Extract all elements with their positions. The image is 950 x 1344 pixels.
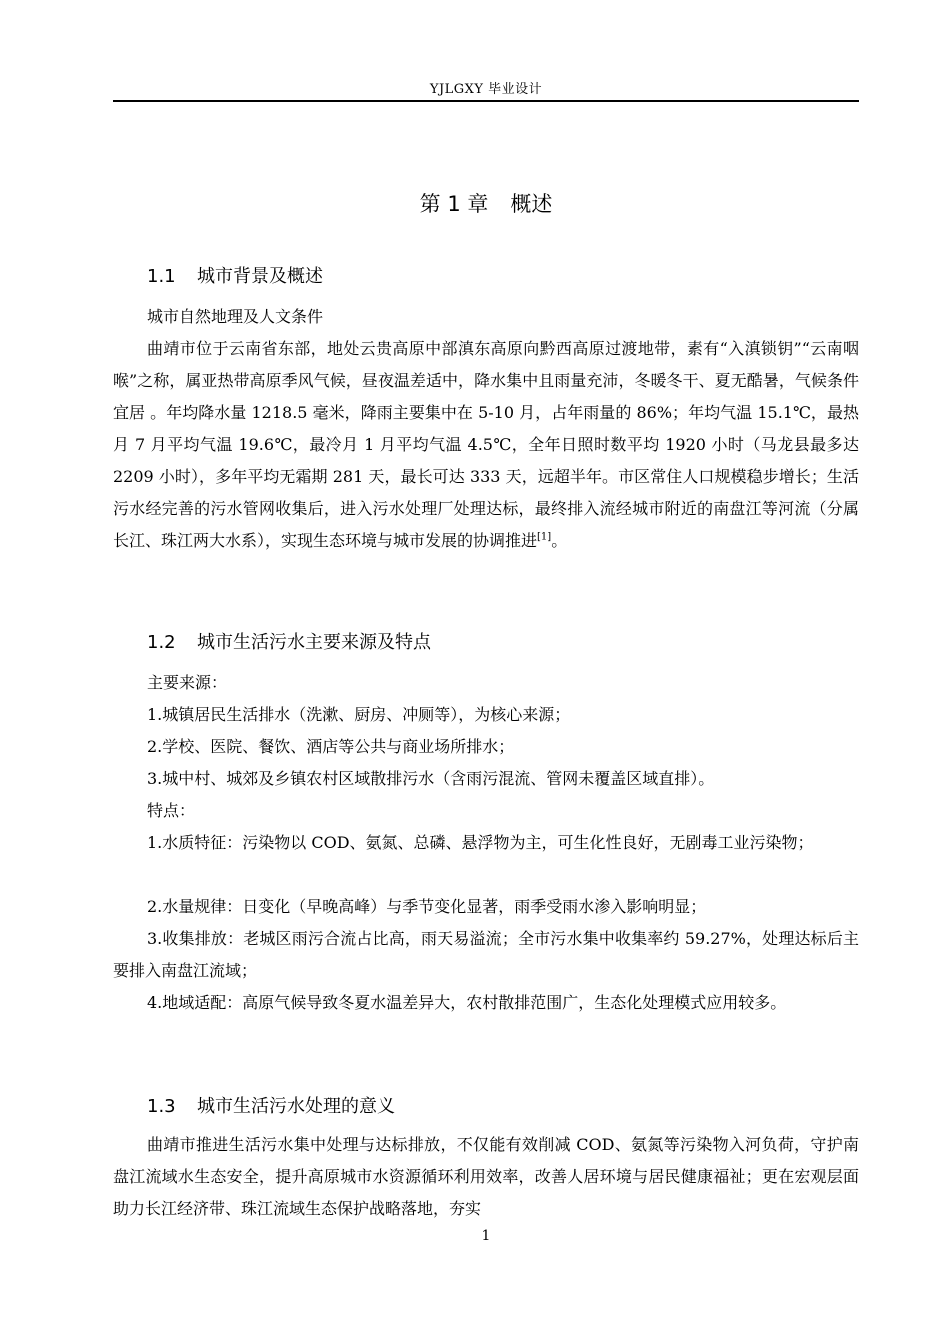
section-heading-1-2 [147,628,431,654]
body-paragraph: 曲靖市推进生活污水集中处理与达标排放，不仅能有效削减 COD、氨氮等污染物入河负荷，守护南盘江流域水生态安全，提升高原城市水资源循环利用效率，改善人居环境与居民健康福祉；更在宏观层面助力长江经济带、珠江流域生态保护战略落地，夯实 [113,1135,859,1218]
section-heading-1-1 [147,262,323,288]
list-item: 3.收集排放：老城区雨污合流占比高，雨天易溢流；全市污水集中收集率约 59.27%，处理达标后主要排入南盘江流域； [113,929,859,980]
section-title: 城市生活污水处理的意义 [197,1096,395,1117]
section-subtitle: 城市自然地理及人文条件 [147,307,324,326]
chapter-name: 概述 [510,192,553,216]
sources-label: 主要来源： [147,673,228,692]
list-item: 1.城镇居民生活排水（洗漱、厨房、冲厕等），为核心来源； [147,705,571,724]
section-number: 1.2 [147,632,176,653]
section-heading-1-3 [147,1092,395,1118]
paragraph-text: 曲靖市位于云南省东部，地处云贵高原中部滇东高原向黔西高原过渡地带，素有“入滇锁钥”“云南咽喉”之称，属亚热带高原季风气候，昼夜温差适中，降水集中且雨量充沛，冬暖冬干、夏无酷暑，气候条件宜居 。年均降水量 1218.5 毫米，降雨主要集中在 5-10 月，占年雨量的 86%；年均气温 15.1℃，最热月 7 月平均气温 19.6℃，最冷月 1 月平均气温 4.5℃，全年日照时数平均 1920 小时（马龙县最多达 2209 小时），多年平均无霜期 281 天，最长可达 333 天，远超半年。市区常住人口规模稳步增长；生活污水经完善的污水管网收集后，进入污水处理厂处理达标，最终排入流经城市附近的南盘江等河流（分属长江、珠江两大水系），实现生态环境与城市发展的协调推进 [113,339,859,550]
chapter-number: 第 1 章 [419,192,489,216]
list-item: 2.水量规律：日变化（早晚高峰）与季节变化显著，雨季受雨水渗入影响明显； [147,897,707,916]
body-paragraph [113,333,859,557]
list-item: 2.学校、医院、餐饮、酒店等公共与商业场所排水； [147,737,515,756]
list-item: 4.地域适配：高原气候导致冬夏水温差异大，农村散排范围广，生态化处理模式应用较多。 [147,993,787,1012]
section-title: 城市背景及概述 [197,266,323,287]
paragraph-end: 。 [551,531,568,550]
section-number: 1.1 [147,266,176,287]
header-text: YJLGXY 毕业设计 [429,82,543,97]
section-number: 1.3 [147,1096,176,1117]
chapter-title [113,188,859,218]
list-item: 1.水质特征：污染物以 COD、氨氮、总磷、悬浮物为主，可生化性良好，无剧毒工业污染物； [147,833,814,852]
header-rule [113,100,859,102]
features-label: 特点： [147,801,196,820]
page-number: 1 [481,1228,491,1244]
list-item: 3.城中村、城郊及乡镇农村区域散排污水（含雨污混流、管网未覆盖区域直排）。 [147,769,715,788]
citation: [1] [537,531,552,543]
section-title: 城市生活污水主要来源及特点 [197,632,431,653]
